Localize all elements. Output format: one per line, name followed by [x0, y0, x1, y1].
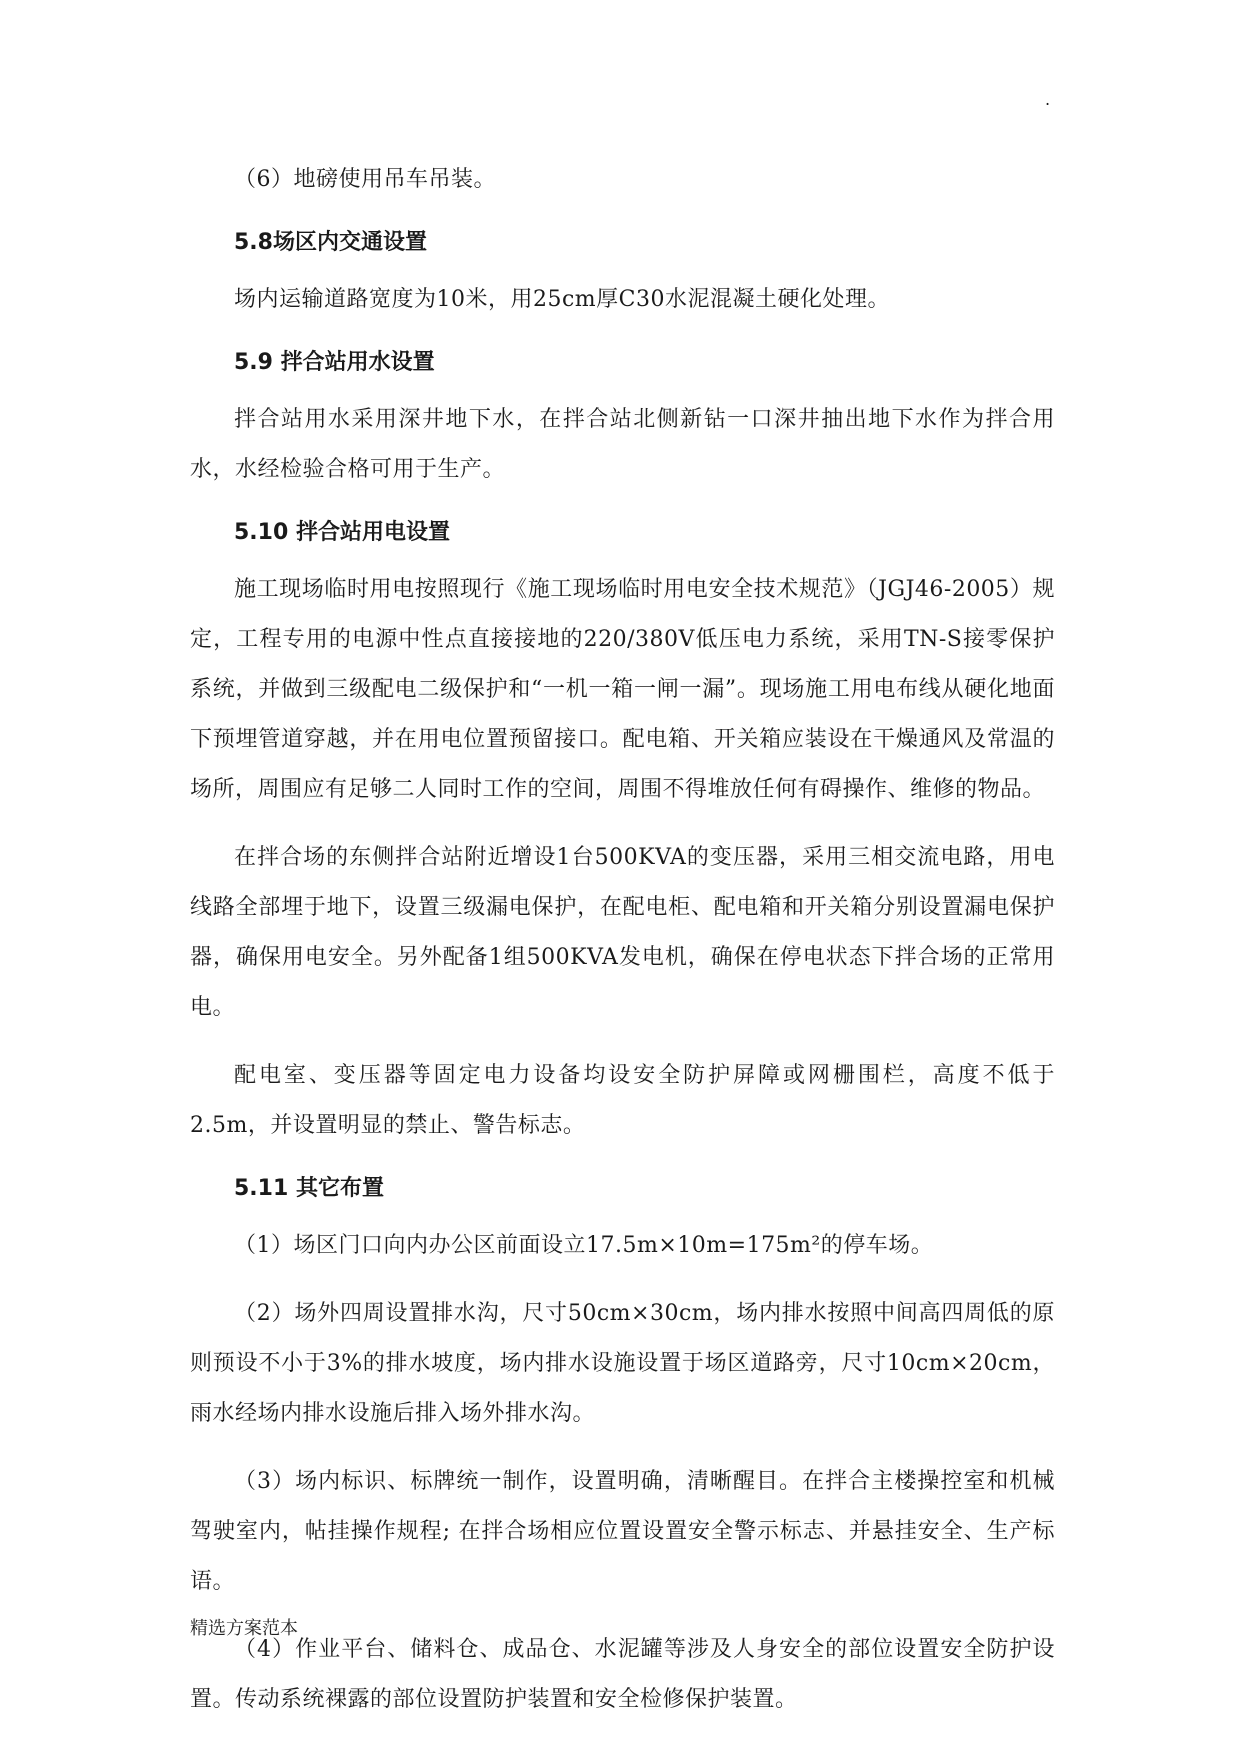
footer-label: 精选方案范本	[190, 1618, 298, 1639]
paragraph-safety-devices: （4）作业平台、储料仓、成品仓、水泥罐等涉及人身安全的部位设置安全防护设置。传动系统裸露的部位设置防护装置和安全检修保护装置。	[190, 1637, 1055, 1712]
heading-5-9: 5.9 拌合站用水设置	[234, 350, 435, 375]
paragraph-water: 拌合站用水采用深井地下水，在拌合站北侧新钻一口深井抽出地下水作为拌合用水，水经检验合格可用于生产。	[190, 407, 1055, 482]
header-mark: .	[1045, 90, 1051, 109]
paragraph-parking: （1）场区门口向内办公区前面设立17.5m×10m=175m²的停车场。	[234, 1233, 934, 1258]
document-body	[190, 155, 1055, 1725]
paragraph-electric-spec: 施工现场临时用电按照现行《施工现场临时用电安全技术规范》（JGJ46-2005）规定，工程专用的电源中性点直接接地的220/380V低压电力系统，采用TN-S接零保护系统，并做到三级配电二级保护和“一机一箱一闸一漏”。现场施工用电布线从硬化地面下预埋管道穿越，并在用电位置预留接口。配电箱、开关箱应装设在干燥通风及常温的场所，周围应有足够二人同时工作的空间，周围不得堆放任何有碍操作、维修的物品。	[190, 577, 1055, 802]
paragraph-traffic: 场内运输道路宽度为10米，用25cm厚C30水泥混凝土硬化处理。	[234, 287, 890, 312]
heading-5-10: 5.10 拌合站用电设置	[234, 520, 450, 545]
paragraph-signage: （3）场内标识、标牌统一制作，设置明确，清晰醒目。在拌合主楼操控室和机械驾驶室内，帖挂操作规程; 在拌合场相应位置设置安全警示标志、并悬挂安全、生产标语。	[190, 1469, 1055, 1594]
paragraph-transformer: 在拌合场的东侧拌合站附近增设1台500KVA的变压器，采用三相交流电路，用电线路全部埋于地下，设置三级漏电保护，在配电柜、配电箱和开关箱分别设置漏电保护器，确保用电安全。另外配备1组500KVA发电机，确保在停电状态下拌合场的正常用电。	[190, 845, 1055, 1020]
paragraph-drainage: （2）场外四周设置排水沟，尺寸50cm×30cm，场内排水按照中间高四周低的原则预设不小于3%的排水坡度，场内排水设施设置于场区道路旁，尺寸10cm×20cm，雨水经场内排水设施后排入场外排水沟。	[190, 1301, 1055, 1426]
heading-5-11: 5.11 其它布置	[234, 1176, 384, 1201]
paragraph-weighbridge: （6）地磅使用吊车吊装。	[234, 167, 496, 192]
paragraph-protection: 配电室、变压器等固定电力设备均设安全防护屏障或网栅围栏，高度不低于2.5m，并设置明显的禁止、警告标志。	[190, 1063, 1055, 1138]
heading-5-8: 5.8场区内交通设置	[234, 230, 427, 255]
